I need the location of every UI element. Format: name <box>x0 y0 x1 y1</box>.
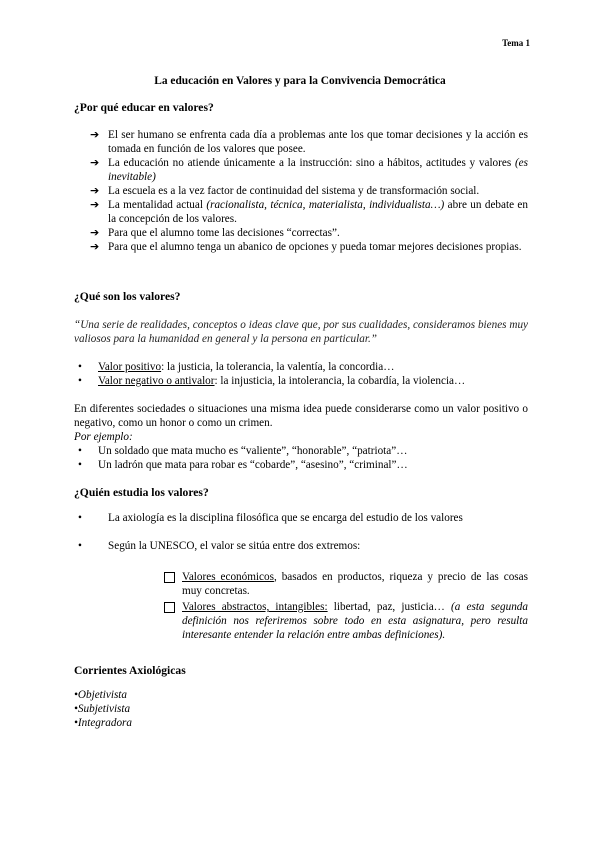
list-item: ➔ Para que el alumno tome las decisiones “correctas”. <box>90 226 340 239</box>
section-heading-what: ¿Qué son los valores? <box>74 290 181 303</box>
list-item: Valores económicos, basados en productos, riqueza y precio de las cosas muy concretas. <box>162 570 528 598</box>
bullet-icon: • <box>78 459 82 471</box>
list-item: • La axiología es la disciplina filosófica que se encarga del estudio de los valores <box>78 512 463 524</box>
section-heading-why: ¿Por qué educar en valores? <box>74 101 214 114</box>
examples-list <box>78 444 528 472</box>
checkbox-square-icon <box>164 572 175 583</box>
list-item: •Objetivista <box>74 689 128 701</box>
currents-list <box>74 688 132 730</box>
list-item: ➔ La mentalidad actual (racionalista, técnica, materialista, individualista…) abre un debate en la concepción de los valores. <box>90 198 528 225</box>
bullet-icon: • <box>78 361 82 373</box>
section-heading-who: ¿Quién estudia los valores? <box>74 486 209 499</box>
list-item: • Un ladrón que mata para robar es “cobarde”, “asesino”, “criminal”… <box>78 459 408 471</box>
arrow-icon: ➔ <box>90 128 100 141</box>
extremes-list <box>162 570 528 642</box>
reasons-list <box>90 128 528 254</box>
list-item: Valores abstractos, intangibles: libertad, paz, justicia… (a esta segunda definición nos referiremos sobre todo en esta asignatura, pero resulta interesante entender la relación entre ambas definiciones). <box>162 600 528 642</box>
document-title: La educación en Valores y para la Convivencia Democrática <box>154 75 446 87</box>
section-heading-currents: Corrientes Axiológicas <box>74 664 186 677</box>
arrow-icon: ➔ <box>90 156 100 169</box>
list-item: • Valor negativo o antivalor: la injusticia, la intolerancia, la cobardía, la violencia… <box>78 375 466 387</box>
arrow-icon: ➔ <box>90 198 100 211</box>
value-types-list <box>78 360 528 388</box>
list-item: •Integradora <box>74 717 132 729</box>
list-item: • Valor positivo: la justicia, la tolerancia, la valentía, la concordia… <box>78 361 395 373</box>
arrow-icon: ➔ <box>90 184 100 197</box>
arrow-icon: ➔ <box>90 240 100 253</box>
topic-label: Tema 1 <box>502 38 530 48</box>
arrow-icon: ➔ <box>90 226 100 239</box>
list-item: ➔ El ser humano se enfrenta cada día a problemas ante los que tomar decisiones y la acción es tomada en función de los valores que posee. <box>90 128 528 155</box>
relativity-paragraph: En diferentes sociedades o situaciones una misma idea puede considerarse como un valor positivo o negativo, como un honor o como un crimen. <box>74 403 528 429</box>
checkbox-square-icon <box>164 602 175 613</box>
list-item: ➔ La educación no atiende únicamente a la instrucción: sino a hábitos, actitudes y valores (es inevitable) <box>90 156 528 183</box>
list-item: • Según la UNESCO, el valor se sitúa entre dos extremos: <box>78 540 361 552</box>
list-item: ➔ La escuela es a la vez factor de continuidad del sistema y de transformación social. <box>90 184 480 197</box>
definition-quote: “Una serie de realidades, conceptos o ideas clave que, por sus cualidades, consideramos bienes muy valiosos para la humanidad en general y la persona en particular.” <box>74 319 528 345</box>
list-item: •Subjetivista <box>74 703 131 715</box>
axiology-list <box>78 511 538 553</box>
bullet-icon: • <box>78 512 82 524</box>
list-item: • Un soldado que mata mucho es “valiente”, “honorable”, “patriota”… <box>78 445 408 457</box>
list-item: ➔ Para que el alumno tenga un abanico de opciones y pueda tomar mejores decisiones propias. <box>90 240 522 253</box>
bullet-icon: • <box>78 540 82 552</box>
bullet-icon: • <box>78 375 82 387</box>
example-label: Por ejemplo: <box>74 431 133 443</box>
bullet-icon: • <box>78 445 82 457</box>
